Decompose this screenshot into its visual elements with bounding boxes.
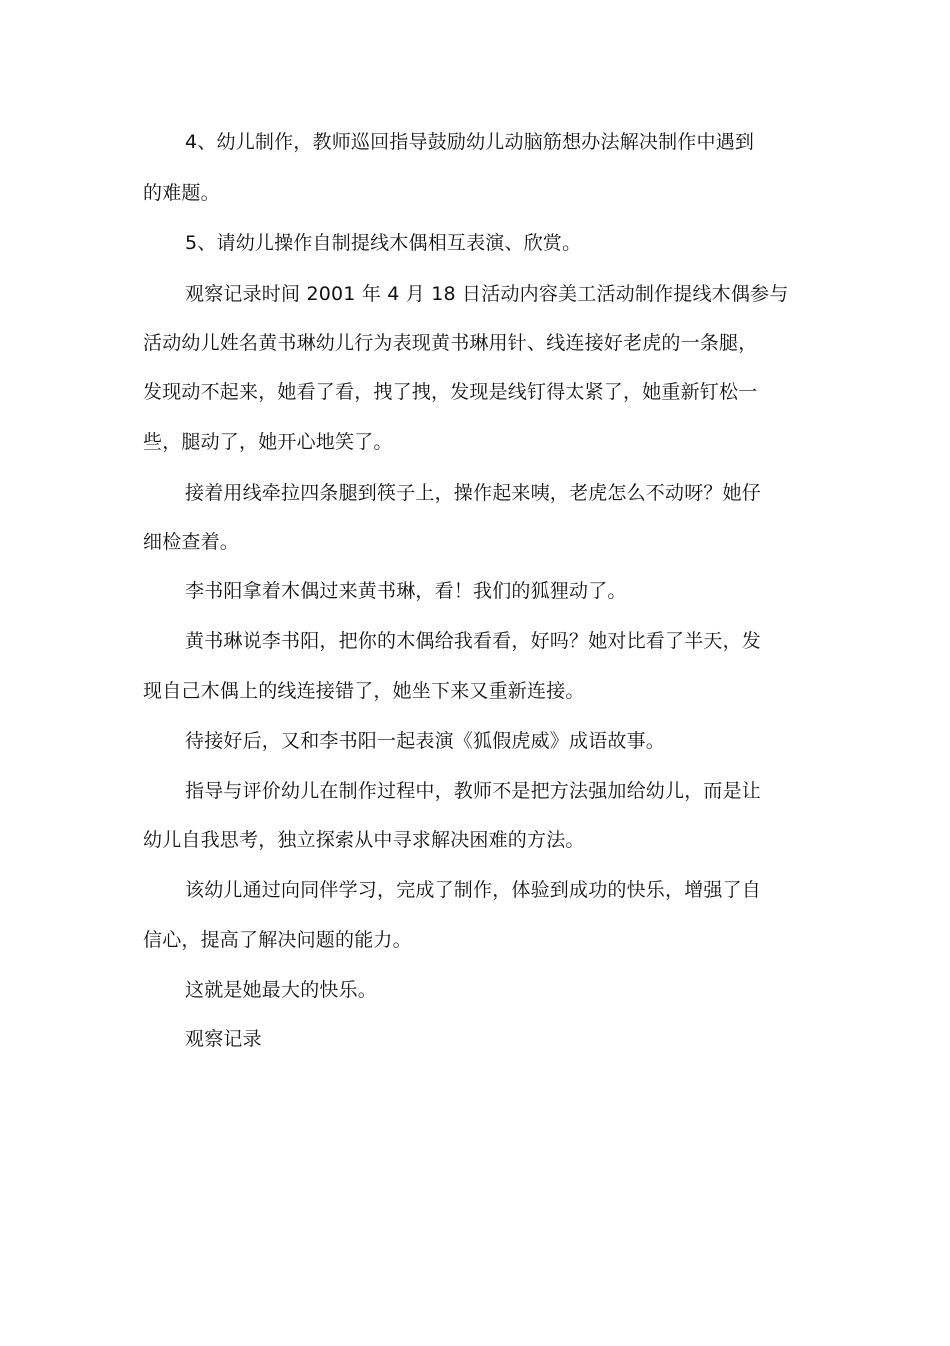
text-line: 观察记录时间 2001 年 4 月 18 日活动内容美工活动制作提线木偶参与 <box>185 283 789 305</box>
text-line: 幼儿自我思考，独立探索从中寻求解决困难的方法。 <box>143 829 585 851</box>
text-line: 信心，提高了解决问题的能力。 <box>143 929 412 951</box>
text-line: 活动幼儿姓名黄书琳幼儿行为表现黄书琳用针、线连接好老虎的一条腿， <box>143 332 758 354</box>
text-line: 的难题。 <box>143 182 220 204</box>
text-line: 李书阳拿着木偶过来黄书琳，看！我们的狐狸动了。 <box>185 580 627 602</box>
text-line: 黄书琳说李书阳，把你的木偶给我看看，好吗？她对比看了半天，发 <box>185 630 762 652</box>
text-line: 接着用线牵拉四条腿到筷子上，操作起来咦，老虎怎么不动呀？她仔 <box>185 482 762 504</box>
text-line: 观察记录 <box>185 1028 262 1050</box>
text-line: 现自己木偶上的线连接错了，她坐下来又重新连接。 <box>143 680 585 702</box>
text-line: 些，腿动了，她开心地笑了。 <box>143 431 393 453</box>
text-line: 这就是她最大的快乐。 <box>185 979 378 1001</box>
text-line: 5、请幼儿操作自制提线木偶相互表演、欣赏。 <box>185 232 582 254</box>
text-line: 待接好后，又和李书阳一起表演《狐假虎威》成语故事。 <box>185 730 666 752</box>
text-line: 细检查着。 <box>143 531 240 553</box>
text-line: 4、幼儿制作，教师巡回指导鼓励幼儿动脑筋想办法解决制作中遇到 <box>185 131 755 153</box>
text-line: 指导与评价幼儿在制作过程中，教师不是把方法强加给幼儿，而是让 <box>185 780 762 802</box>
text-line: 发现动不起来，她看了看，拽了拽，发现是线钉得太紧了，她重新钉松一 <box>143 381 758 403</box>
text-line: 该幼儿通过向同伴学习，完成了制作，体验到成功的快乐，增强了自 <box>185 879 762 901</box>
